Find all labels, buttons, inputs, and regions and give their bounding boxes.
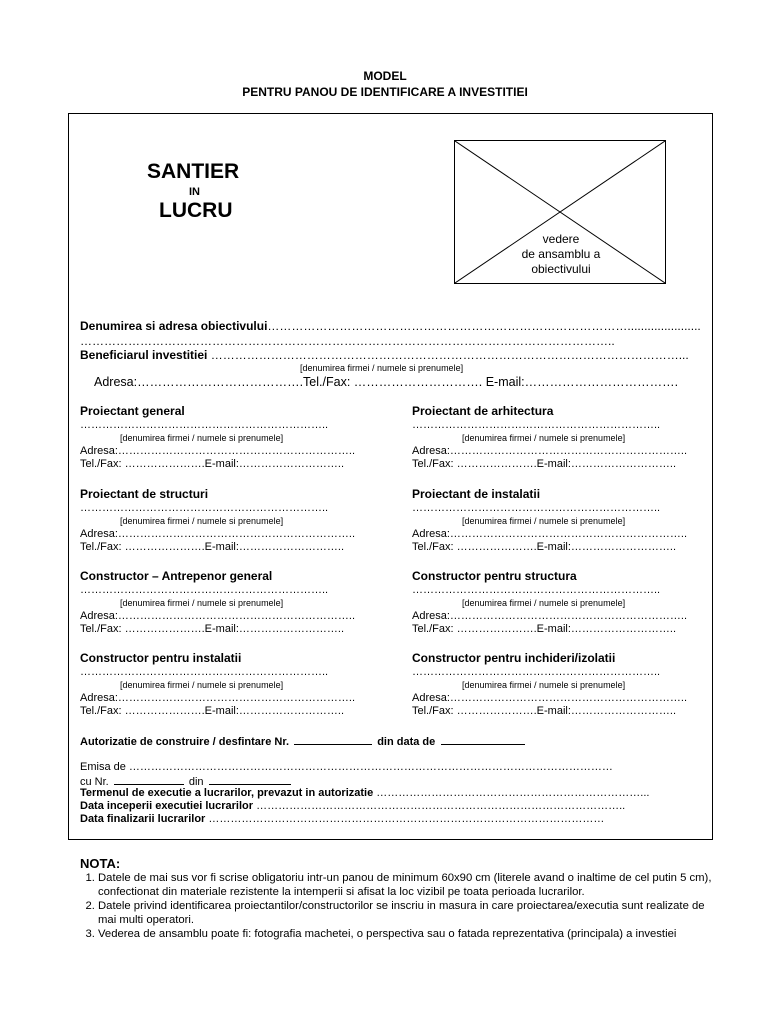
final-label: Data finalizarii lucrarilor — [80, 813, 206, 825]
termen-label: Termenul de executie a lucrarilor, prevazut in autorizatie — [80, 787, 374, 799]
constructor-pentru-structura-contact: Tel./Fax: ………………….E-mail:……………………….. — [412, 623, 677, 635]
denumire-row — [80, 319, 701, 333]
beneficiar-row — [80, 348, 689, 362]
constructor-pentru-instalatii-contact: Tel./Fax: ………………….E-mail:……………………….. — [80, 705, 345, 717]
inceput-dots: ……………………………………………………………………………………….. — [253, 800, 626, 812]
inceput-row — [80, 800, 625, 812]
final-row — [80, 813, 604, 825]
inceput-label: Data inceperii executiei lucrarilor — [80, 800, 254, 812]
nota-item-1: 1. Datele de mai sus vor fi scrise obligatoriu intr-un panou de minimum 60x90 cm (literele avand o inaltime de cel putin 5 cm), confectionat din materiale rezistente la intemperii si afisat la loc vizibil pe toata perioada lucrarilor. — [98, 871, 716, 899]
proiectant-general-hint: [denumirea firmei / numele si prenumele] — [120, 433, 284, 443]
autorizatie-row — [80, 734, 525, 748]
proiectant-general-title: Proiectant general — [80, 404, 185, 418]
nota-item-3: 3. Vederea de ansamblu poate fi: fotografia machetei, o perspectiva sau o fatada reprezentativa (principala) a investiei — [98, 927, 716, 941]
nota-item-2: 2. Datele privind identificarea proiectantilor/constructorilor se inscriu in masura in care proiectarea/executia sunt realizate de mai multi operatori. — [98, 899, 716, 927]
header-subtitle: PENTRU PANOU DE IDENTIFICARE A INVESTITIEI — [242, 85, 528, 99]
constructor-antrepenor-general-name-dots: ………………………………………………………….. — [80, 584, 329, 596]
constructor-pentru-instalatii-title: Constructor pentru instalatii — [80, 651, 242, 665]
constructor-antrepenor-general-hint: [denumirea firmei / numele si prenumele] — [120, 598, 284, 608]
cu-din-label: din — [188, 776, 204, 788]
proiectant-de-instalatii-name-dots: ………………………………………………………….. — [412, 502, 661, 514]
placeholder-label-1: vedere — [540, 232, 583, 247]
proiectant-de-structuri-hint: [denumirea firmei / numele si prenumele] — [120, 516, 284, 526]
termen-row — [80, 787, 649, 799]
placeholder-label-2: de ansamblu a — [519, 247, 604, 262]
proiectant-general-address: Adresa:……………………………………………………….. — [80, 445, 356, 457]
cu-nr-label: cu Nr. — [80, 776, 109, 788]
proiectant-de-arhitectura-title: Proiectant de arhitectura — [412, 404, 554, 418]
proiectant-de-instalatii-title: Proiectant de instalatii — [412, 487, 541, 501]
proiectant-de-structuri-name-dots: ………………………………………………………….. — [80, 502, 329, 514]
constructor-antrepenor-general-contact: Tel./Fax: ………………….E-mail:……………………….. — [80, 623, 345, 635]
beneficiar-hint: [denumirea firmei / numele si prenumele] — [300, 363, 464, 373]
autorizatie-label: Autorizatie de construire / desfintare Nr. — [80, 736, 290, 748]
constructor-pentru-inchideri-izolatii-address: Adresa:……………………………………………………….. — [412, 692, 688, 704]
constructor-pentru-instalatii-hint: [denumirea firmei / numele si prenumele] — [120, 680, 284, 690]
proiectant-de-arhitectura-name-dots: ………………………………………………………….. — [412, 419, 661, 431]
constructor-pentru-inchideri-izolatii-title: Constructor pentru inchideri/izolatii — [412, 651, 616, 665]
emisa-row: Emisa de …………………………………………………………………………………………………………………… — [80, 761, 613, 773]
proiectant-de-arhitectura-address: Adresa:……………………………………………………….. — [412, 445, 688, 457]
proiectant-general-name-dots: ………………………………………………………….. — [80, 419, 329, 431]
constructor-pentru-instalatii-address: Adresa:……………………………………………………….. — [80, 692, 356, 704]
cu-nr-row — [80, 774, 291, 788]
proiectant-de-arhitectura-contact: Tel./Fax: ………………….E-mail:……………………….. — [412, 458, 677, 470]
sign-santier: SANTIER — [147, 160, 240, 183]
sign-in: IN — [189, 186, 200, 198]
nota-list — [76, 871, 716, 941]
constructor-pentru-inchideri-izolatii-contact: Tel./Fax: ………………….E-mail:……………………….. — [412, 705, 677, 717]
beneficiar-label: Beneficiarul investitiei — [80, 348, 208, 362]
overview-image-placeholder — [454, 140, 666, 284]
nota-title: NOTA: — [80, 856, 121, 871]
proiectant-de-instalatii-address: Adresa:……………………………………………………….. — [412, 528, 688, 540]
autorizatie-number-blank — [294, 734, 372, 745]
denumire-dots: ………………………………………………………………………………...................... — [267, 319, 701, 333]
proiectant-de-arhitectura-hint: [denumirea firmei / numele si prenumele] — [462, 433, 626, 443]
autorizatie-date-blank — [441, 734, 525, 745]
proiectant-de-instalatii-contact: Tel./Fax: ………………….E-mail:……………………….. — [412, 541, 677, 553]
final-dots: ……………………………………………………………………………………………… — [205, 813, 605, 825]
nota-list-wrap — [76, 871, 716, 941]
constructor-antrepenor-general-address: Adresa:……………………………………………………….. — [80, 610, 356, 622]
constructor-pentru-structura-name-dots: ………………………………………………………….. — [412, 584, 661, 596]
header-model: MODEL — [363, 69, 407, 83]
proiectant-de-structuri-address: Adresa:……………………………………………………….. — [80, 528, 356, 540]
denumire-label: Denumirea si adresa obiectivului — [80, 319, 268, 333]
cu-din-blank — [209, 774, 291, 785]
proiectant-de-instalatii-hint: [denumirea firmei / numele si prenumele] — [462, 516, 626, 526]
sign-lucru: LUCRU — [159, 199, 233, 222]
constructor-pentru-inchideri-izolatii-hint: [denumirea firmei / numele si prenumele] — [462, 680, 626, 690]
constructor-pentru-instalatii-name-dots: ………………………………………………………….. — [80, 666, 329, 678]
constructor-pentru-structura-hint: [denumirea firmei / numele si prenumele] — [462, 598, 626, 608]
constructor-antrepenor-general-title: Constructor – Antrepenor general — [80, 569, 273, 583]
autorizatie-date-label: din data de — [377, 736, 436, 748]
denumire-line-2: …………………………………………………………………………………………………………………….. — [80, 334, 615, 348]
termen-dots: ………………………………………………………………... — [373, 787, 650, 799]
proiectant-de-structuri-contact: Tel./Fax: ………………….E-mail:……………………….. — [80, 541, 345, 553]
constructor-pentru-structura-address: Adresa:……………………………………………………….. — [412, 610, 688, 622]
constructor-pentru-inchideri-izolatii-name-dots: ………………………………………………………….. — [412, 666, 661, 678]
beneficiar-dots: ………………………………………………………………………………………………………... — [207, 348, 689, 362]
proiectant-de-structuri-title: Proiectant de structuri — [80, 487, 209, 501]
constructor-pentru-structura-title: Constructor pentru structura — [412, 569, 577, 583]
beneficiar-address: Adresa:………………………………….Tel./Fax: …………………………. E-mail:………………………………. — [94, 375, 679, 389]
proiectant-general-contact: Tel./Fax: ………………….E-mail:……………………….. — [80, 458, 345, 470]
placeholder-label-3: obiectivului — [528, 262, 593, 277]
cu-nr-blank — [114, 774, 184, 785]
